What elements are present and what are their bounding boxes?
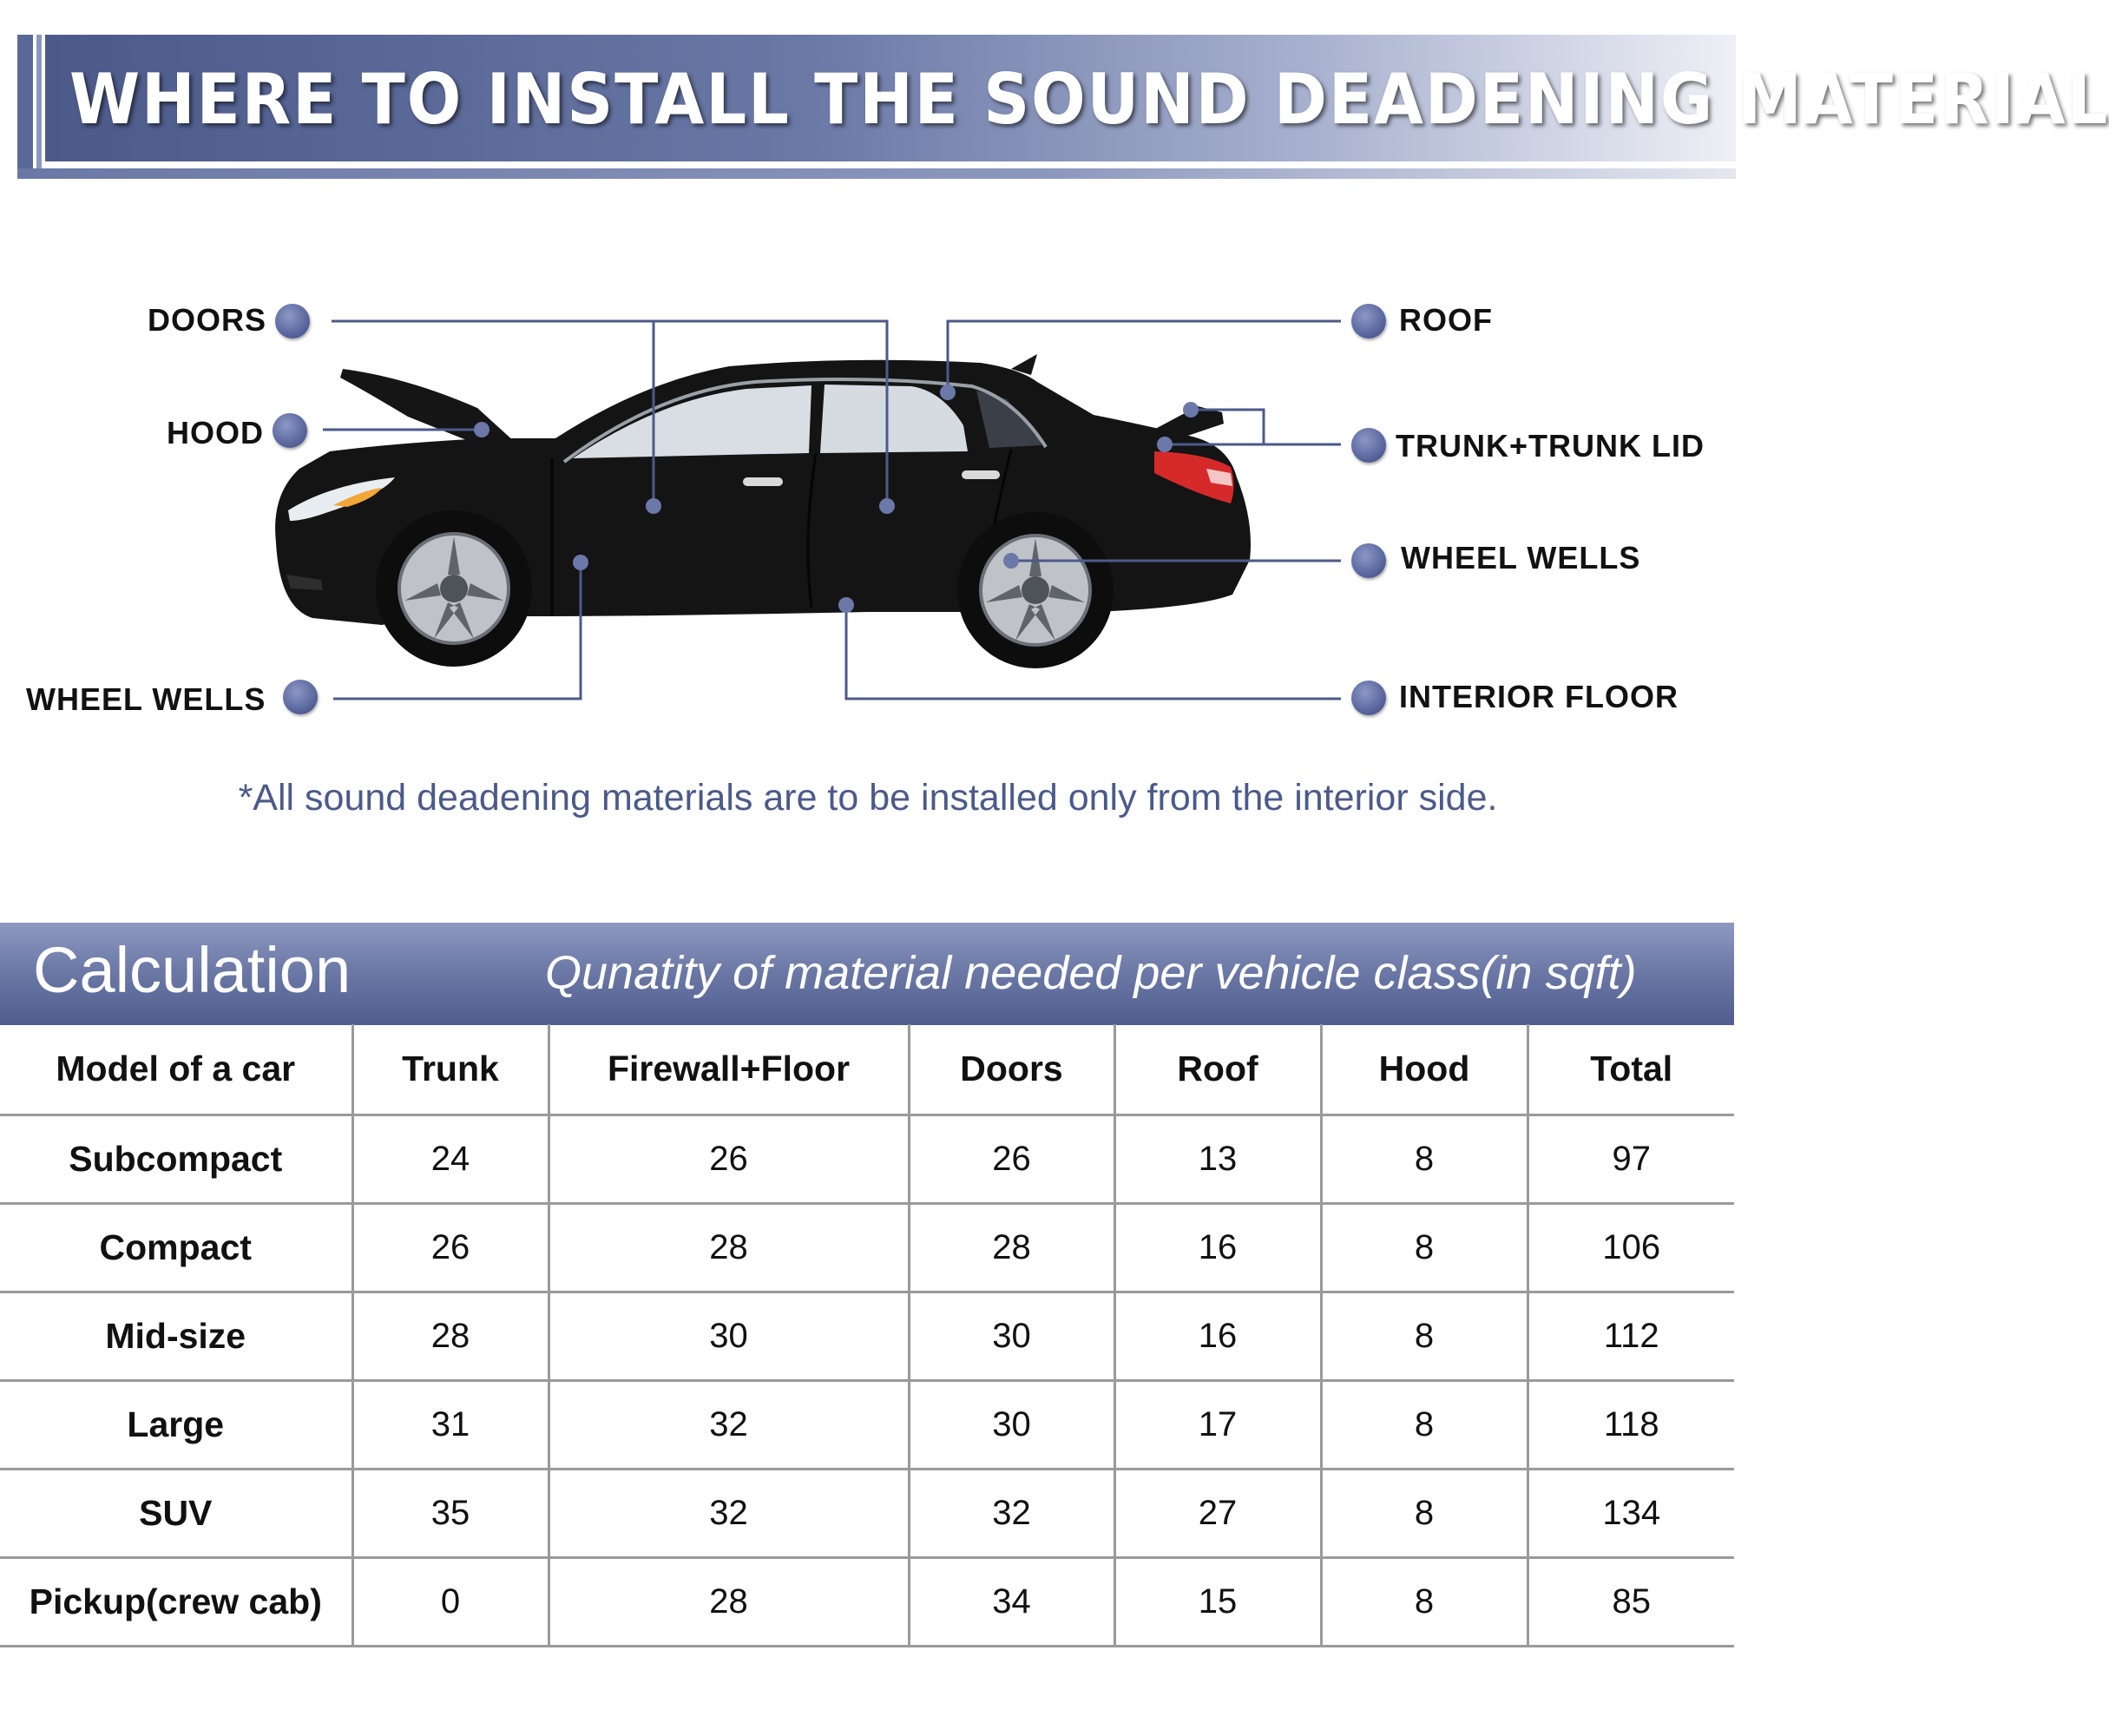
table-cell: 106 xyxy=(1528,1204,1734,1292)
title-underline xyxy=(17,168,1736,179)
table-cell: 32 xyxy=(909,1470,1114,1558)
table-cell: 24 xyxy=(352,1115,549,1204)
table-cell: 32 xyxy=(549,1470,909,1558)
table-cell: 118 xyxy=(1528,1381,1734,1470)
callout-wheel-wells-left: WHEEL WELLS xyxy=(26,681,266,717)
table-cell: 27 xyxy=(1114,1470,1321,1558)
title-accent-bar-thin xyxy=(36,35,42,179)
table-cell: 8 xyxy=(1321,1470,1528,1558)
table-cell: 28 xyxy=(909,1204,1114,1292)
table-cell: 26 xyxy=(352,1204,549,1292)
calculation-subtitle: Qunatity of material needed per vehicle class(in sqft) xyxy=(545,947,1637,999)
table-cell: 35 xyxy=(352,1470,549,1558)
page-title: WHERE TO INSTALL THE SOUND DEADENING MATERIAL xyxy=(69,59,2109,140)
install-diagram xyxy=(0,260,1736,746)
table-cell: 97 xyxy=(1528,1115,1734,1204)
model-cell: Subcompact xyxy=(0,1115,352,1204)
calculation-title: Calculation xyxy=(33,934,352,1006)
column-header: Firewall+Floor xyxy=(549,1024,909,1115)
table-cell: 30 xyxy=(909,1292,1114,1381)
table-cell: 28 xyxy=(549,1204,909,1292)
wheel-wells-left-marker-icon xyxy=(283,680,318,714)
table-cell: 13 xyxy=(1114,1115,1321,1204)
table-cell: 16 xyxy=(1114,1292,1321,1381)
table-header-row xyxy=(0,1024,1734,1115)
car-icon xyxy=(275,354,1251,668)
quantity-table xyxy=(0,1024,1734,1647)
table-cell: 8 xyxy=(1321,1204,1528,1292)
wheel-wells-right-marker-icon xyxy=(1351,543,1386,578)
callout-hood: HOOD xyxy=(167,415,264,450)
table-cell: 8 xyxy=(1321,1381,1528,1470)
table-row xyxy=(0,1558,1734,1647)
title-accent-bar xyxy=(17,35,33,179)
table-cell: 30 xyxy=(549,1292,909,1381)
column-header: Trunk xyxy=(352,1024,549,1115)
table-cell: 34 xyxy=(909,1558,1114,1647)
table-cell: 112 xyxy=(1528,1292,1734,1381)
table-cell: 17 xyxy=(1114,1381,1321,1470)
column-header: Doors xyxy=(909,1024,1114,1115)
doors-marker-icon xyxy=(275,304,310,339)
column-header: Roof xyxy=(1114,1024,1321,1115)
column-header: Total xyxy=(1528,1024,1734,1115)
table-cell: 26 xyxy=(549,1115,909,1204)
callout-doors: DOORS xyxy=(148,302,267,338)
table-cell: 8 xyxy=(1321,1558,1528,1647)
table-row xyxy=(0,1470,1734,1558)
table-cell: 8 xyxy=(1321,1292,1528,1381)
table-cell: 28 xyxy=(549,1558,909,1647)
roof-marker-icon xyxy=(1351,304,1386,339)
callout-roof: ROOF xyxy=(1399,302,1493,338)
table-cell: 32 xyxy=(549,1381,909,1470)
table-cell: 0 xyxy=(352,1558,549,1647)
trunk-marker-icon xyxy=(1351,428,1386,463)
table-cell: 16 xyxy=(1114,1204,1321,1292)
callout-wheel-wells-right: WHEEL WELLS xyxy=(1401,540,1641,575)
table-cell: 85 xyxy=(1528,1558,1734,1647)
callout-interior-floor: INTERIOR FLOOR xyxy=(1399,679,1679,714)
table-cell: 15 xyxy=(1114,1558,1321,1647)
table-cell: 28 xyxy=(352,1292,549,1381)
table-row xyxy=(0,1381,1734,1470)
interior-floor-marker-icon xyxy=(1351,681,1386,715)
model-cell: Large xyxy=(0,1381,352,1470)
column-header: Model of a car xyxy=(0,1024,352,1115)
callout-trunk: TRUNK+TRUNK LID xyxy=(1396,428,1705,464)
footnote: *All sound deadening materials are to be installed only from the interior side. xyxy=(238,777,1498,819)
model-cell: Mid-size xyxy=(0,1292,352,1381)
table-row xyxy=(0,1204,1734,1292)
table-cell: 26 xyxy=(909,1115,1114,1204)
table-cell: 134 xyxy=(1528,1470,1734,1558)
model-cell: SUV xyxy=(0,1470,352,1558)
model-cell: Pickup(crew cab) xyxy=(0,1558,352,1647)
model-cell: Compact xyxy=(0,1204,352,1292)
table-row xyxy=(0,1115,1734,1204)
table-cell: 8 xyxy=(1321,1115,1528,1204)
table-cell: 31 xyxy=(352,1381,549,1470)
table-row xyxy=(0,1292,1734,1381)
table-cell: 30 xyxy=(909,1381,1114,1470)
hood-marker-icon xyxy=(273,413,307,448)
column-header: Hood xyxy=(1321,1024,1528,1115)
